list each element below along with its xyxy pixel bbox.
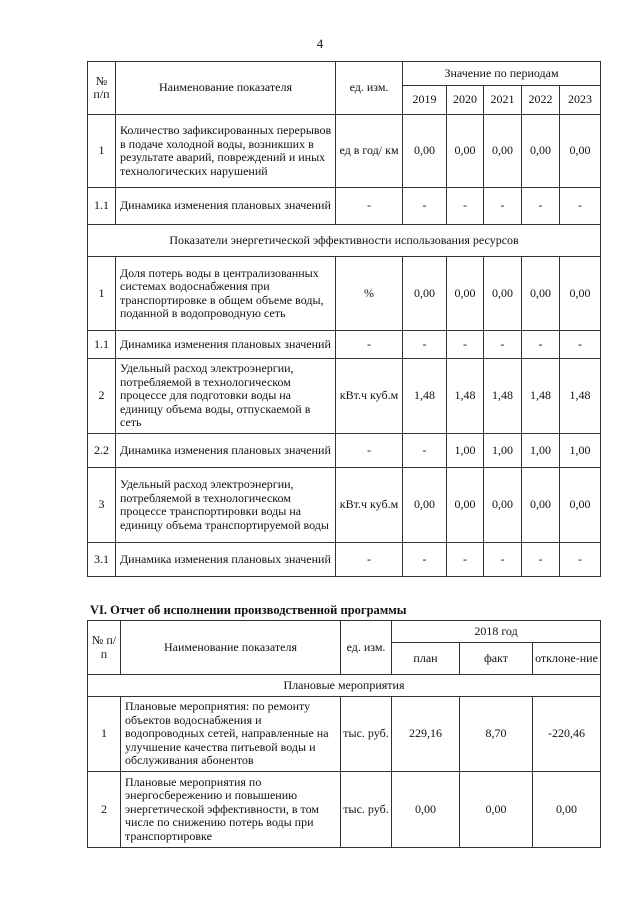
row-value: 1,48 <box>522 359 560 434</box>
row-value: 0,00 <box>484 115 522 188</box>
section-row <box>88 225 601 257</box>
table-row <box>88 359 601 434</box>
row-value: 0,00 <box>403 115 447 188</box>
col-plan-header: план <box>392 643 460 675</box>
row-value: 0,00 <box>403 468 447 543</box>
row-value: - <box>403 434 447 468</box>
row-unit: - <box>336 331 403 359</box>
row-name: Динамика изменения плановых значений <box>116 434 336 468</box>
row-unit: тыс. руб. <box>341 697 392 772</box>
row-unit: кВт.ч куб.м <box>336 468 403 543</box>
col-num-header: № п/п <box>88 621 121 675</box>
table-row <box>88 257 601 331</box>
row-value: 0,00 <box>484 257 522 331</box>
indicators-table <box>87 61 601 577</box>
row-value: 1,48 <box>484 359 522 434</box>
row-unit: - <box>336 543 403 577</box>
row-fact: 8,70 <box>460 697 533 772</box>
row-unit: ед в год/ км <box>336 115 403 188</box>
row-value: 1,00 <box>522 434 560 468</box>
row-deviation: 0,00 <box>533 772 601 848</box>
col-deviation-header: отклоне-ние <box>533 643 601 675</box>
row-value: - <box>484 188 522 225</box>
row-value: 1,00 <box>484 434 522 468</box>
row-value: 1,48 <box>560 359 601 434</box>
col-periods-header: Значение по периодам <box>403 62 601 86</box>
row-unit: - <box>336 434 403 468</box>
section-title: Плановые мероприятия <box>88 675 601 697</box>
table-row <box>88 468 601 543</box>
row-num: 1 <box>88 697 121 772</box>
row-value: 0,00 <box>484 468 522 543</box>
row-value: - <box>522 543 560 577</box>
col-year-header: 2018 год <box>392 621 601 643</box>
row-name: Удельный расход электроэнергии, потребляемой в технологическом процессе транспортировки воды на единицу объема транспортируемой воды <box>116 468 336 543</box>
row-num: 1.1 <box>88 331 116 359</box>
row-value: - <box>522 188 560 225</box>
table-row <box>88 331 601 359</box>
row-value: - <box>403 188 447 225</box>
section-heading: VI. Отчет об исполнении производственной программы <box>90 603 407 617</box>
row-value: 0,00 <box>522 257 560 331</box>
row-name: Плановые мероприятия по энергосбережению и повышению энергетической эффективности, в том числе по снижению потерь воды при транспортировке <box>121 772 341 848</box>
row-value: - <box>447 331 484 359</box>
section-row <box>88 675 601 697</box>
table-row <box>88 697 601 772</box>
row-value: 1,00 <box>447 434 484 468</box>
col-name-header: Наименование показателя <box>116 62 336 115</box>
row-value: - <box>447 543 484 577</box>
row-value: 0,00 <box>403 257 447 331</box>
row-value: 0,00 <box>560 115 601 188</box>
col-name-header: Наименование показателя <box>121 621 341 675</box>
year-header: 2021 <box>484 86 522 115</box>
row-num: 1 <box>88 115 116 188</box>
page-number: 4 <box>316 36 324 51</box>
row-value: - <box>403 543 447 577</box>
year-header: 2019 <box>403 86 447 115</box>
row-name: Удельный расход электроэнергии, потребляемой в технологическом процессе для подготовки воды на единицу объема воды, отпускаемой в сеть <box>116 359 336 434</box>
row-fact: 0,00 <box>460 772 533 848</box>
row-num: 2 <box>88 772 121 848</box>
row-unit: - <box>336 188 403 225</box>
row-num: 1.1 <box>88 188 116 225</box>
row-value: - <box>560 331 601 359</box>
col-fact-header: факт <box>460 643 533 675</box>
row-name: Динамика изменения плановых значений <box>116 331 336 359</box>
table-row <box>88 188 601 225</box>
year-header: 2023 <box>560 86 601 115</box>
row-name: Динамика изменения плановых значений <box>116 543 336 577</box>
row-value: 1,00 <box>560 434 601 468</box>
table-row <box>88 772 601 848</box>
row-value: - <box>560 188 601 225</box>
row-value: 0,00 <box>447 257 484 331</box>
year-header: 2022 <box>522 86 560 115</box>
header-row <box>88 621 601 643</box>
table-row <box>88 543 601 577</box>
row-value: - <box>447 188 484 225</box>
row-value: 0,00 <box>560 257 601 331</box>
row-num: 3.1 <box>88 543 116 577</box>
row-num: 1 <box>88 257 116 331</box>
row-deviation: -220,46 <box>533 697 601 772</box>
row-value: 0,00 <box>560 468 601 543</box>
header-row <box>88 62 601 86</box>
row-num: 3 <box>88 468 116 543</box>
row-value: - <box>403 331 447 359</box>
row-value: 0,00 <box>447 468 484 543</box>
row-unit: тыс. руб. <box>341 772 392 848</box>
col-num-header: № п/п <box>88 62 116 115</box>
row-value: 0,00 <box>522 115 560 188</box>
row-value: 1,48 <box>403 359 447 434</box>
col-unit-header: ед. изм. <box>341 621 392 675</box>
row-name: Плановые мероприятия: по ремонту объектов водоснабжения и водопроводных сетей, направленные на улучшение качества питьевой воды и обслуживания абонентов <box>121 697 341 772</box>
row-value: 0,00 <box>522 468 560 543</box>
row-num: 2 <box>88 359 116 434</box>
row-unit: % <box>336 257 403 331</box>
section-title: Показатели энергетической эффективности использования ресурсов <box>88 225 601 257</box>
program-report-table <box>87 620 601 848</box>
year-header: 2020 <box>447 86 484 115</box>
row-num: 2.2 <box>88 434 116 468</box>
table-row <box>88 115 601 188</box>
row-value: - <box>484 331 522 359</box>
row-value: 0,00 <box>447 115 484 188</box>
row-value: - <box>484 543 522 577</box>
row-unit: кВт.ч куб.м <box>336 359 403 434</box>
row-value: - <box>560 543 601 577</box>
row-name: Количество зафиксированных перерывов в подаче холодной воды, возникших в результате аварий, повреждений и иных технологических нарушений <box>116 115 336 188</box>
row-name: Доля потерь воды в централизованных системах водоснабжения при транспортировке в общем объеме воды, поданной в водопроводную сеть <box>116 257 336 331</box>
row-name: Динамика изменения плановых значений <box>116 188 336 225</box>
row-value: - <box>522 331 560 359</box>
row-value: 1,48 <box>447 359 484 434</box>
col-unit-header: ед. изм. <box>336 62 403 115</box>
table-row <box>88 434 601 468</box>
row-plan: 229,16 <box>392 697 460 772</box>
row-plan: 0,00 <box>392 772 460 848</box>
